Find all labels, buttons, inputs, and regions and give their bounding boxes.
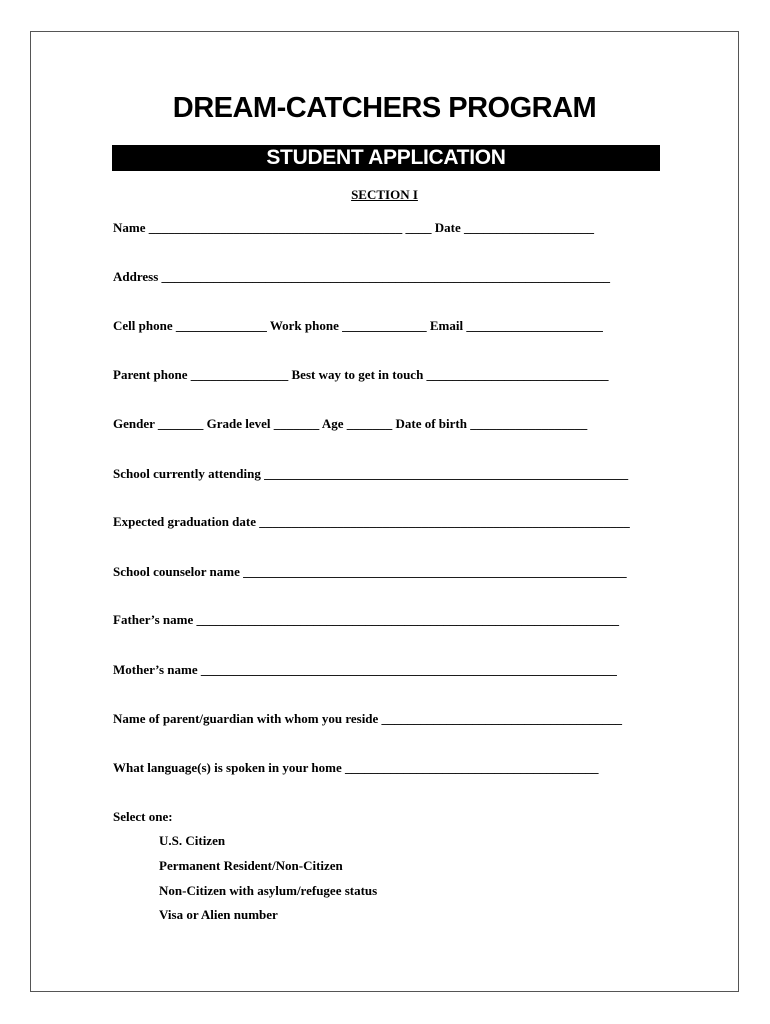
application-page — [30, 31, 739, 992]
option-us-citizen[interactable]: U.S. Citizen — [159, 833, 226, 848]
home-language-field-row[interactable]: What language(s) is spoken in your home _______________________________________ — [113, 760, 599, 775]
guardian-name-field-row[interactable]: Name of parent/guardian with whom you reside _____________________________________ — [113, 711, 623, 726]
mother-name-field-row[interactable]: Mother’s name ________________________________________________________________ — [113, 662, 617, 677]
select-one-label: Select one: — [113, 809, 173, 824]
option-asylum-refugee[interactable]: Non-Citizen with asylum/refugee status — [159, 883, 378, 898]
option-permanent-resident[interactable]: Permanent Resident/Non-Citizen — [159, 858, 343, 873]
program-title: DREAM-CATCHERS PROGRAM — [172, 92, 597, 124]
school-attending-field-row[interactable]: School currently attending ________________________________________________________ — [113, 466, 629, 481]
name-date-field-row[interactable]: Name _______________________________________ ____ Date ____________________ — [113, 220, 594, 235]
father-name-field-row[interactable]: Father’s name _________________________________________________________________ — [113, 612, 620, 627]
section-heading: SECTION I — [351, 187, 418, 202]
phone-email-field-row[interactable]: Cell phone ______________ Work phone _____________ Email _____________________ — [113, 318, 603, 333]
application-banner: STUDENT APPLICATION — [112, 145, 660, 171]
graduation-date-field-row[interactable]: Expected graduation date _________________________________________________________ — [113, 514, 630, 529]
counselor-name-field-row[interactable]: School counselor name ___________________________________________________________ — [113, 564, 627, 579]
option-visa-alien-number[interactable]: Visa or Alien number — [159, 907, 278, 922]
address-field-row[interactable]: Address _____________________________________________________________________ — [113, 269, 611, 284]
parent-phone-contact-field-row[interactable]: Parent phone _______________ Best way to get in touch ____________________________ — [113, 367, 609, 382]
gender-grade-age-dob-field-row[interactable]: Gender _______ Grade level _______ Age _______ Date of birth __________________ — [113, 416, 588, 431]
